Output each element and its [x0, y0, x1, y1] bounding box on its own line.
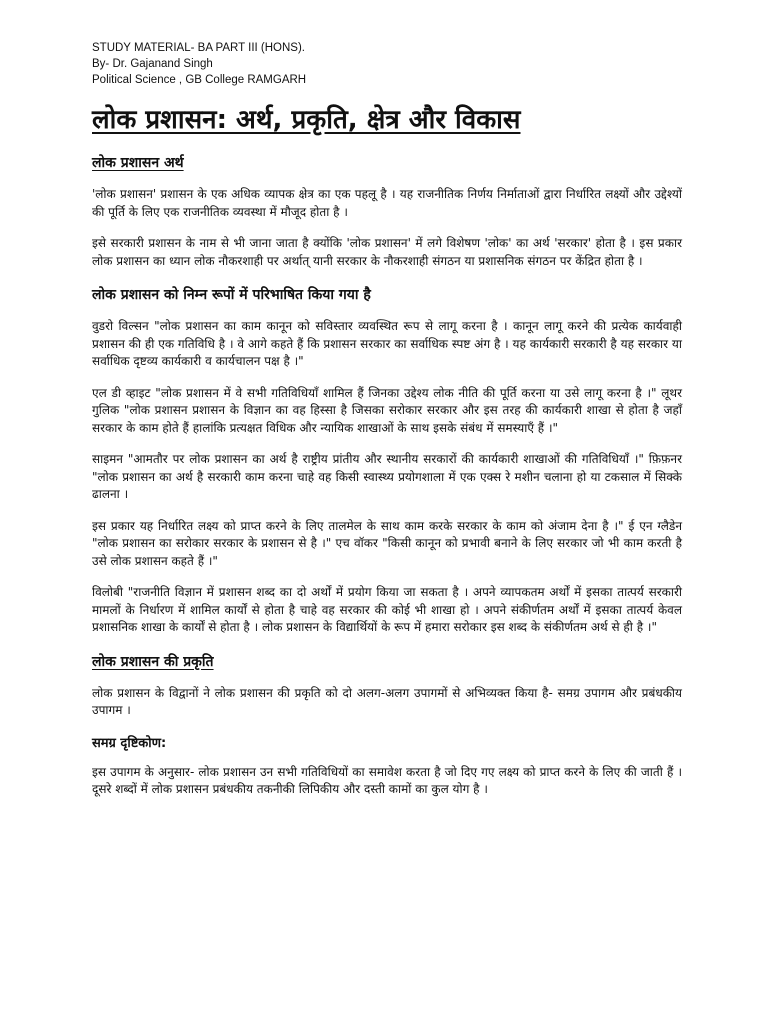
heading-meaning: लोक प्रशासन अर्थ	[92, 155, 184, 171]
paragraph-meaning-2: इसे सरकारी प्रशासन के नाम से भी जाना जाता है क्योंकि 'लोक प्रशासन' में लगे विशेषण 'लोक' का अर्थ 'सरकार' होता है । इस प्रकार लोक प्रशासन का ध्यान लोक नौकरशाही पर अर्थात् यानी सरकार के नौकरशाही संगठन या प्रशासनिक संगठन पर केंद्रित होता है ।	[92, 236, 682, 268]
header-study-material: STUDY MATERIAL- BA PART III (HONS).	[92, 42, 306, 54]
paragraph-definition-white-gulick: एल डी व्हाइट "लोक प्रशासन में वे सभी गतिविधियाँ शामिल हैं जिनका उद्देश्य लोक नीति की पूर्ति करना या उसे लागू करना है ।" लूथर गुलिक "लोक प्रशासन प्रशासन के विज्ञान का वह हिस्सा है जिसका सरोकार सरकार और इस तरह की कार्यकारी शाखा से होता है जहाँ सरकार के काम होते हैं हालांकि प्रत्यक्षत विधिक और न्यायिक शाखाओं के साथ इसके संबंध में समस्याएँ हैं ।"	[92, 385, 682, 435]
paragraph-definition-gladden-walker: इस प्रकार यह निर्धारित लक्ष्य को प्राप्त करने के लिए तालमेल के साथ काम करके सरकार के काम को अंजाम देना है ।" ई एन ग्लैडेन "लोक प्रशासन का सरोकार सरकार के प्रशासन से है ।" एच वॉकर "किसी कानून को प्रभावी बनाने के लिए सरकार जो भी काम करती है उसे लोक प्रशासन कहते हैं ।"	[92, 518, 682, 568]
subheading-integral-view: समग्र दृष्टिकोण:	[92, 735, 167, 751]
header-department: Political Science , GB College RAMGARH	[92, 74, 307, 86]
page-title: लोक प्रशासन: अर्थ, प्रकृति, क्षेत्र और विकास	[92, 105, 521, 135]
paragraph-definition-wilson: वुडरो विल्सन "लोक प्रशासन का काम कानून को सविस्तार व्यवस्थित रूप से लागू करना है । कानून लागू करने की प्रत्येक कार्यवाही प्रशासन की ही एक गतिविधि है । वे आगे कहते हैं कि प्रशासन सरकार का सर्वाधिक स्पष्ट अंग है । यह कार्यकारी सरकारी है यह सरकार या सर्वाधिक दृष्टव्य कार्यकारी व कार्यचालन पक्ष है ।"	[92, 319, 682, 368]
paragraph-nature-1: लोक प्रशासन के विद्वानों ने लोक प्रशासन की प्रकृति को दो अलग-अलग उपागमों से अभिव्यक्त किया है- समग्र उपागम और प्रबंधकीय उपागम ।	[92, 685, 682, 717]
heading-definitions: लोक प्रशासन को निम्न रूपों में परिभाषित किया गया है	[92, 287, 371, 303]
heading-nature: लोक प्रशासन की प्रकृति	[92, 653, 214, 670]
paragraph-nature-2: इस उपागम के अनुसार- लोक प्रशासन उन सभी गतिविधियों का समावेश करता है जो दिए गए लक्ष्य को प्राप्त करने के लिए की जाती हैं । दूसरे शब्दों में लोक प्रशासन प्रबंधकीय तकनीकी लिपिकीय और दस्ती कामों का कुल योग है ।	[92, 764, 682, 796]
header-author: By- Dr. Gajanand Singh	[92, 58, 213, 70]
paragraph-definition-simon-pfiffner: साइमन "आमतौर पर लोक प्रशासन का अर्थ है राष्ट्रीय प्रांतीय और स्थानीय सरकारों की कार्यकारी शाखाओं की गतिविधियाँ ।" फ़िफ़नर "लोक प्रशासन का अर्थ है सरकारी काम करना चाहे वह किसी स्वास्थ्य प्रयोगशाला में एक एक्स रे मशीन चलाना हो या टकसाल में सिक्के ढालना ।	[92, 452, 682, 501]
paragraph-meaning-1: 'लोक प्रशासन' प्रशासन के एक अधिक व्यापक क्षेत्र का एक पहलू है । यह राजनीतिक निर्णय निर्माताओं द्वारा निर्धारित लक्ष्यों और उद्देश्यों की पूर्ति के लिए एक राजनीतिक व्यवस्था में मौजूद होता है ।	[92, 187, 682, 219]
paragraph-definition-willoughby: विलोबी "राजनीति विज्ञान में प्रशासन शब्द का दो अर्थों में प्रयोग किया जा सकता है । अपने व्यापकतम अर्थों में इसका तात्पर्य सरकारी मामलों के निर्धारण में शामिल कार्यों से होता है चाहे वह सरकार की कोई भी शाखा हो । अपने संकीर्णतम अर्थों में इसका तात्पर्य केवल प्रशासनिक शाखा के कार्यों से होता है । लोक प्रशासन के विद्यार्थियों के रूप में हमारा सरोकार इस शब्द के संकीर्णतम अर्थ से ही है ।"	[92, 585, 682, 634]
